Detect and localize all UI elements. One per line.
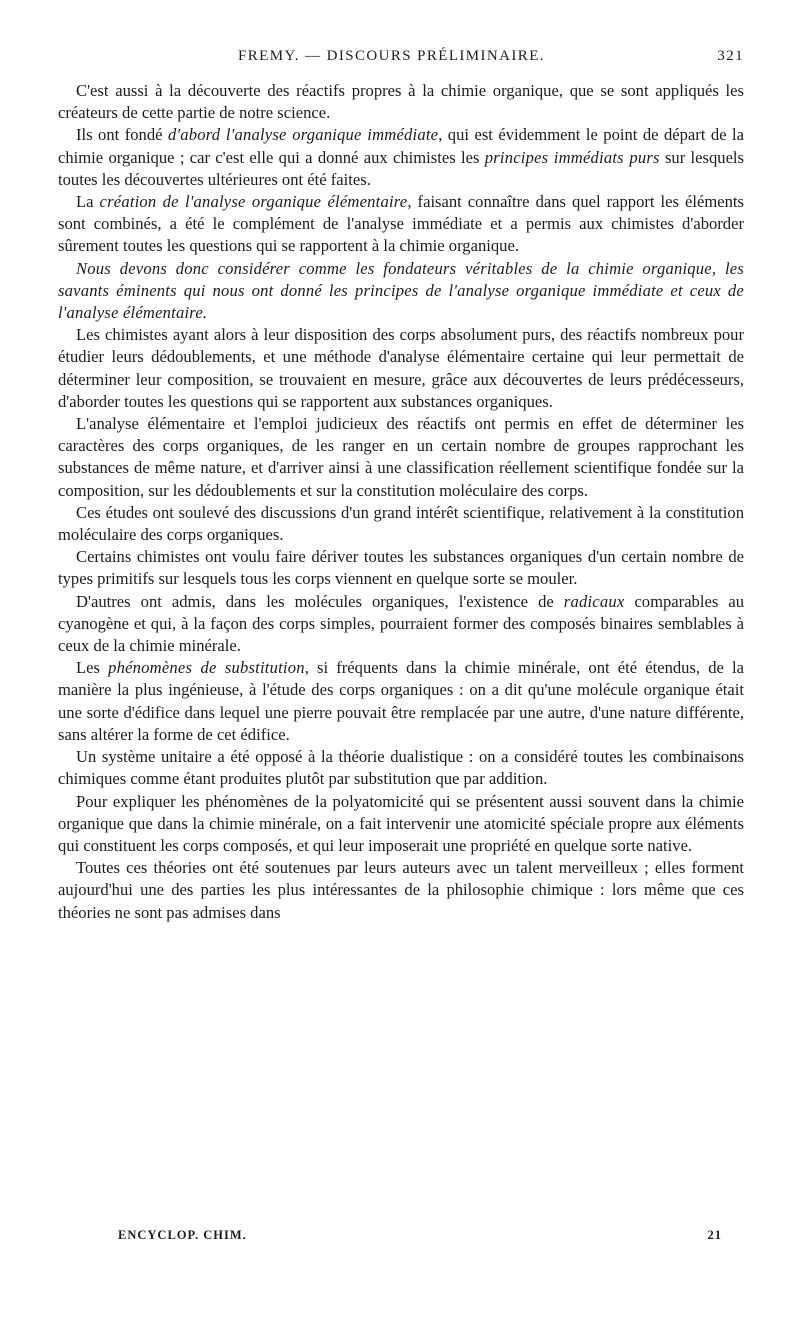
paragraph	[58, 657, 744, 746]
text-run: Ces études ont soulevé des discussions d'un grand intérêt scientifique, relativement à la constitution moléculaire des corps organiques.	[58, 502, 744, 545]
document-page	[58, 0, 744, 1333]
page-number: 321	[717, 48, 744, 64]
sheet-number: 21	[707, 1228, 722, 1242]
paragraph	[58, 502, 744, 546]
signature-mark: ENCYCLOP. CHIM.	[118, 1228, 247, 1242]
text-run: Les	[76, 658, 109, 678]
text-run: Ils ont fondé	[76, 125, 168, 145]
text-run: Un système unitaire a été opposé à la théorie dualistique : on a considéré toutes les combinaisons chimiques comme étant produites plutôt par substitution que par addition.	[58, 747, 744, 789]
italic-phrase: Nous devons donc considérer comme les fondateurs véritables de la chimie organique, les savants éminents qui nous ont donné les principes de l'analyse organique immédiate et ceux de l'analyse élémentaire.	[58, 258, 744, 323]
text-run: Certains chimistes ont voulu faire dériver toutes les substances organiques d'un certain nombre de types primitifs sur lesquels tous les corps viennent en quelque sorte se mouler.	[58, 547, 744, 589]
text-run: D'autres ont admis, dans les molécules organiques, l'existence de	[76, 591, 564, 611]
paragraph	[58, 124, 744, 191]
paragraph	[58, 324, 744, 413]
italic-phrase: d'abord l'analyse organique immédiate	[167, 125, 439, 145]
paragraph	[58, 791, 744, 858]
text-run: Pour expliquer les phénomènes de la polyatomicité qui se présentent aussi souvent dans la chimie organique que dans la chimie minérale, on a fait intervenir une atomicité spéciale propre aux éléments qui constituent les corps composés, et qui leur imposerait une propriété en quelque sorte native.	[58, 791, 744, 855]
italic-phrase: création de l'analyse organique élémentaire	[99, 192, 408, 212]
italic-phrase: radicaux	[563, 591, 625, 611]
body-text	[58, 80, 744, 924]
text-run: sur lesquels toutes les découvertes ultérieures ont été faites.	[58, 147, 744, 189]
text-run: , faisant connaître dans quel rapport les éléments sont combinés, a été le complément de l'analyse immédiate et a permis aux chimistes d'aborder sûrement toutes les questions qui se rapportent à la chimie organique.	[58, 192, 745, 256]
text-run: , qui est évidemment le point de départ de la chimie organique ; car c'est elle qui a donné aux chimistes les	[58, 125, 744, 167]
italic-phrase: principes immédiats purs	[484, 147, 660, 167]
text-run: C'est aussi à la découverte des réactifs propres à la chimie organique, que se sont appliqués les créateurs de cette partie de notre science.	[58, 81, 744, 123]
text-run: comparables au cyanogène et qui, à la façon des corps simples, pourraient former des composés binaires semblables à ceux de la chimie minérale.	[58, 591, 744, 656]
italic-phrase: phénomènes de substitution	[108, 658, 305, 678]
paragraph	[58, 591, 744, 658]
text-run: , si fréquents dans la chimie minérale, ont été étendus, de la manière la plus ingénieuse, à l'étude des corps organiques : on a dit qu'une molécule organique était une sorte d'édifice dans lequel une pierre pouvait être remplacée par une autre, d'une nature différente, sans altérer la forme de cet édifice.	[58, 658, 744, 744]
page-header	[58, 48, 744, 72]
text-run: Les chimistes ayant alors à leur disposition des corps absolument purs, des réactifs nombreux pour étudier leurs dédoublements, et une méthode d'analyse élémentaire certaine qui leur permettait de déterminer leur composition, se trouvaient en mesure, grâce aux découvertes de leurs prédécesseurs, d'aborder toutes les questions qui se rapportent aux substances organiques.	[58, 325, 744, 411]
running-title: FREMY. — DISCOURS PRÉLIMINAIRE.	[238, 48, 545, 64]
text-run: L'analyse élémentaire et l'emploi judicieux des réactifs ont permis en effet de déterminer les caractères des corps organiques, de les ranger en un certain nombre de groupes rapprochant les substances de même nature, et d'arriver ainsi à une classification réellement scientifique fondée sur la composition, sur les dédoublements et sur la constitution moléculaire des corps.	[58, 414, 744, 500]
paragraph	[58, 413, 744, 502]
page-footer	[58, 1228, 744, 1248]
paragraph	[58, 258, 744, 325]
text-run: La	[76, 192, 100, 212]
paragraph	[58, 80, 744, 124]
text-run: Toutes ces théories ont été soutenues par leurs auteurs avec un talent merveilleux ; elles forment aujourd'hui une des parties les plus intéressantes de la philosophie chimique : lors même que ces théories ne sont pas admises dans	[58, 858, 744, 922]
paragraph	[58, 546, 744, 590]
paragraph	[58, 857, 744, 924]
paragraph	[58, 746, 744, 790]
paragraph	[58, 191, 744, 258]
